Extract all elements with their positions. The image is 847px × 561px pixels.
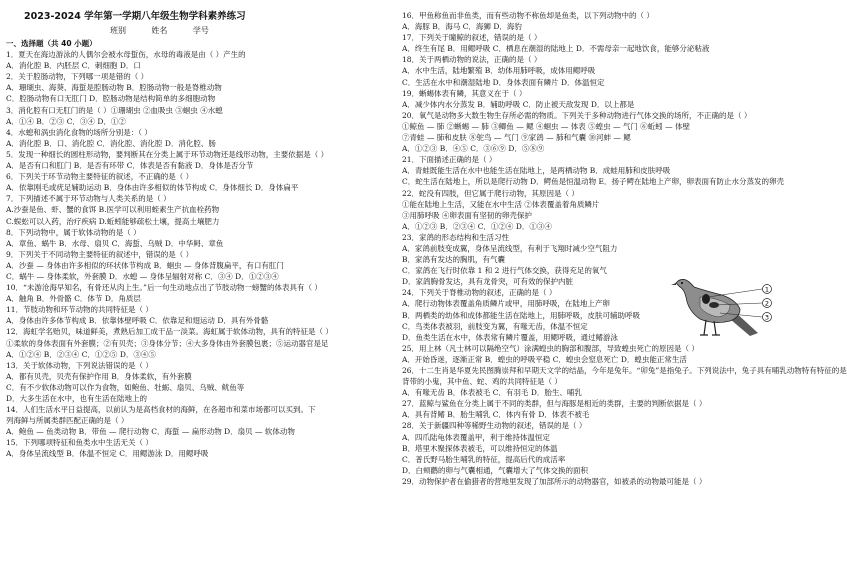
option-line: A．海豚 B．海马 C．海狮 D．海豹 — [402, 22, 522, 32]
section-heading: 一、选择题（共 40 小题） — [6, 39, 97, 48]
question-stem: 3．消化腔有口无肛门的是（ ）①珊瑚虫 ②血吸虫 ③蛔虫 ④水螅 — [6, 105, 223, 115]
question-stem: 16．甲鱼称鱼而非鱼类，而有些动物不称鱼却是鱼类，以下列动物中的（ ） — [402, 11, 654, 20]
option-line: A．身体呈流线型 B．体温不恒定 C．用鳃游泳 D．用鳃呼吸 — [6, 449, 209, 459]
question-stem: 24．下列关于脊椎动物的叙述，正确的是（ ） — [402, 288, 557, 298]
option-line: 背带的小鬼，其中鱼、蛇、鸡的共同特征是（ ） — [402, 377, 562, 387]
question-stem: 11．节肢动物和环节动物的共同特征是（ ） — [6, 305, 153, 315]
option-line: C．鸟类体表被羽，前肢变为翼，有喙无齿，体温不恒定 — [402, 321, 588, 331]
option-line: B．两栖类的幼体和成体都能生活在陆地上，用肺呼吸，皮肤可辅助呼吸 — [402, 310, 641, 320]
option-line: A．消化腔 B．内胚层 C．刺细胞 D．口 — [6, 61, 141, 71]
option-line: A．家鸽前肢变成翼，身体呈流线型，有利于飞翔时减少空气阻力 — [402, 243, 618, 253]
question-stem: 6．下列关于环节动物主要特征的叙述，不正确的是（ ） — [6, 172, 194, 182]
option-line: C．普氏野马胎生哺乳的特征，提高后代的成活率 — [402, 454, 566, 464]
option-line: A．四爪陆龟体表覆盖甲，利于维持体温恒定 — [402, 432, 550, 442]
left-question-list — [6, 38, 392, 460]
option-line: A．依靠刚毛或疣足辅助运动 B．身体由许多相似的体节构成 C．身体细长 D．身体扁平 — [6, 183, 299, 193]
option-line: A．①④ B．②③ C．③④ D．①② — [6, 116, 126, 126]
student-info-line: 班别 姓名 学号 — [110, 26, 209, 35]
option-line: ①能在陆地上生活，又能在水中生活 ②体表覆盖着角质鳞片 — [402, 199, 600, 209]
option-line: D．白颊鹳的卵与气囊相通，气囊增大了气体交换的面积 — [402, 465, 589, 475]
question-stem: 8．下列动物中，属于软体动物的是（ ） — [6, 227, 141, 237]
question-stem: 5．发现一种细长的圆柱形动物，要判断其在分类上属于环节动物还是线形动物，主要依据是（ ） — [6, 149, 329, 159]
option-line: C．蛇生活在陆地上，所以是爬行动物 D．鳄鱼是恒温动物 E．扬子鳄在陆地上产卵，卵表面有防止水分蒸发的卵壳 — [402, 177, 784, 187]
right-column — [402, 10, 847, 487]
option-line: A．有喙无齿 B．体表被毛 C．有羽毛 D．胎生、哺乳 — [402, 388, 582, 398]
bird-beak — [671, 283, 676, 285]
question-stem: 28．关于新疆四种等稀野生动物的叙述，错误的是（ ） — [402, 421, 587, 431]
option-line: A．是否有口和肛门 B．是否有环带 C．体表是否有黏液 D．身体是否分节 — [6, 161, 254, 171]
leader-line-1 — [708, 289, 762, 297]
question-stem: 14．人们生活水平日益提高，以前认为是高档食材的海鲜，在各超市和菜市场都可以买到。下 — [6, 405, 316, 415]
bird-organ-lung — [702, 294, 710, 304]
question-stem: 27．蓝鲸与鲨鱼在分类上属于不同的类群，但与海豚是相近的类群，主要的判断依据是（ ） — [402, 399, 707, 409]
option-line: D．大多生活在水中，也有生活在陆地上的 — [6, 394, 148, 403]
option-line: A．①②④ B．②③④ C．①②⑤ D．③④⑤ — [6, 349, 156, 359]
question-stem: 22．蛇没有四肢，但它属于爬行动物，其原因是（ ） — [402, 188, 579, 198]
right-question-list — [402, 10, 847, 487]
question-stem: 12．海虹学名贻贝，味道鲜美，煮熟后加工成干品一淡菜。海虹属于软体动物，具有的特征是（ ） — [6, 327, 333, 337]
option-line: A．消化腔 B．口、消化腔 C．消化腔、消化腔 D．消化腔、肠 — [6, 138, 216, 148]
option-line: A．鲍鱼 — 鱼类动物 B．带鱼 — 爬行动物 C．海蜇 — 扁形动物 D．扇贝 — 软体动物 — [6, 427, 295, 437]
question-stem: 4．水螅和涡虫消化食物的场所分别是：（ ） — [6, 127, 152, 137]
option-line: ①鲸鱼 — 肺 ②蜥蜴 — 肺 ③鲫鱼 — 鳃 ④蛔虫 — 体表 ⑤蝗虫 — 气门 ⑥蚯蚓 — 体壁 — [402, 121, 691, 131]
option-line: A．水中生活，陆地繁殖 B．幼体用肺呼吸，成体用鳃呼吸 — [402, 66, 596, 76]
question-stem: 1．夏天在海边游泳的人偶尔会被水母蜇伤，水母的毒液是由（ ）产生的 — [6, 50, 246, 60]
label-1: 1 — [764, 285, 770, 294]
option-line: A．①②③ B．②③④ C．①②④ D．①③④ — [402, 221, 552, 231]
option-line: A．身体由许多体节构成 B．依靠体壁呼吸 C．依靠足和翅运动 D．具有外骨骼 — [6, 316, 269, 326]
option-line: C．生活在水中和潮湿陆地 D．身体表面有鳞片 D．体温恒定 — [402, 77, 605, 87]
option-line: ①柔软的身体表面有外套膜；②有贝壳；③身体分节；④大多身体由外套膜包裹；⑤运动器官是足 — [6, 338, 329, 348]
exam-title: 2023-2024 学年第一学期八年级生物学科素养练习 — [24, 11, 246, 22]
question-stem: 18．关于两栖动物的说法，正确的是（ ） — [402, 55, 542, 65]
question-stem: 26．十二生肖是华夏先民图腾崇拜和早期天文学的结晶，今年是兔年。“卯兔”是指兔子。下列说法中，兔子具有哺乳动物特有特征的是 — [402, 366, 847, 375]
question-stem: 7．下列描述不属于环节动物与人类关系的是（ ） — [6, 194, 171, 204]
option-line: A．具有背鳍 B．胎生哺乳 C．体内有骨 D．体表不被毛 — [402, 410, 590, 420]
question-stem: 10．“未游沧海早知名，有骨还从肉上生。”后一句生动地点出了节肢动物一螃蟹的体表具有（ ） — [6, 283, 322, 293]
option-line: C．家鸽在飞行时依靠 1 和 2 进行气体交换，获得充足的氧气 — [402, 266, 607, 276]
option-line: ⑦青蛙 — 肺和皮肤 ⑧鸵鸟 — 气门 ⑨家鸽 — 肺和气囊 ⑩河蚌 — 鳃 — [402, 133, 631, 143]
option-line: A．减少体内水分蒸发 B．辅助呼吸 C．防止被天敌发现 D．以上都是 — [402, 99, 635, 109]
bird-eye — [681, 282, 683, 284]
option-line: C．蜗牛 — 身体柔软，外套膜 D．水螅 — 身体呈辐射对称 C．③④ D．①②③④ — [6, 271, 279, 281]
question-stem: 25．用上林（凡士林可以隔绝空气）涂满蝗虫的胸部和腹部，导致蝗虫死亡的原因是（ ） — [402, 343, 699, 353]
option-line: ③用肺呼吸 ④卵表面有坚韧的卵壳保护 — [402, 210, 532, 220]
option-line: A．珊瑚虫、海葵、海蜇是腔肠动物 B．腔肠动物一般是脊椎动物 — [6, 83, 222, 93]
option-line: B．家鸽有发达的胸肌，有气囊 — [402, 255, 506, 265]
question-stem: 13．关于软体动物，下列说法错误的是（ ） — [6, 360, 153, 370]
option-line: D．家鸽胸骨发达，具有龙骨突，可有效的保护内脏 — [402, 277, 574, 287]
option-line: A．沙蚕 — 身体由许多相似的环状体节构成 B．蛔虫 — 身体背腹扁平，有口有肛门 — [6, 260, 284, 270]
question-stem: 23．家鸽的形态结构和生活习性 — [402, 232, 510, 242]
option-line: C．有不少软体动物可以作为食物，如鲍鱼、牡蛎、扇贝、乌贼、鱿鱼等 — [6, 382, 245, 392]
option-line: A．章鱼、蜗牛 B．水母、扇贝 C．海蜇、乌贼 D．中华鲟、章鱼 — [6, 238, 224, 248]
question-stem: 17．下列关于瞳鲸的叙述，错误的是（ ） — [402, 33, 542, 43]
option-line: C．腔肠动物有口无肛门 D．腔肠动物是结构简单的多细胞动物 — [6, 94, 216, 104]
bird-figure — [670, 273, 788, 343]
question-stem: 29．动物保护者在偷猎者的营地里发现了加部所示的动物器官，如被杀的动物最可能是（ ） — [402, 476, 707, 486]
label-3: 3 — [764, 313, 770, 322]
option-line: A．①②③ B．④⑤ C．③⑥⑨ D．⑤⑧⑨ — [402, 144, 545, 154]
left-column — [6, 10, 392, 460]
question-stem: 9．下列关于不同动物主要特征的叙述中，错误的是（ ） — [6, 249, 194, 259]
option-line: D．鱼类生活在水中，体表常有鳞片覆盖，用鳃呼吸，通过鳍游泳 — [402, 332, 619, 342]
question-stem: 20．氧气是动物多大数生物生存所必需的物质。下列关于多种动物进行气体交换的场所，不正确的是（ ） — [402, 110, 752, 120]
option-line: A．青蛙既能生活在水中也能生活在陆地上，是两栖动物 B．成蛙用肺和皮肤呼吸 — [402, 166, 671, 176]
question-stem: 19．蜥蜴体表有鳞，其意义在于（ ） — [402, 88, 527, 98]
option-line: A.沙蚕是鱼、虾、蟹的食饵 B.医学可以利用蛭素生产抗血栓药物 — [6, 205, 220, 215]
option-line: 列海鲜与所属类群匹配正确的是（ ） — [6, 416, 129, 426]
option-line: A．开始昏迷，逐渐正常 B．蝗虫的呼吸平稳 C．蝗虫会窒息死亡 D．蝗虫能正常生活 — [402, 354, 687, 364]
option-line: A．终生有尾 B．用鳃呼吸 C．栖息在潮湿的陆地上 D．不需母亲一起地饮食，能够分泌粘液 — [402, 44, 710, 54]
option-line: A．都有贝壳，贝壳有保护作用 B．身体柔软，有外套膜 — [6, 371, 192, 381]
question-stem: 15．下列哪项特征和鱼类水中生活无关（ ） — [6, 438, 153, 448]
option-line: A．爬行动物体表覆盖角质鳞片或甲，用肺呼吸，在陆地上产卵 — [402, 299, 610, 309]
question-stem: 21．下面描述正确的是（ ） — [402, 155, 497, 165]
option-line: A．触角 B．外骨骼 C．体节 D．角质层 — [6, 294, 141, 304]
question-stem: 2．关于腔肠动物，下列哪一项是错的（ ） — [6, 72, 149, 82]
option-line: B．塔里木聚探体表被毛，可以维持恒定的体温 — [402, 443, 558, 453]
label-2: 2 — [764, 299, 770, 308]
option-line: C.蜈蚣可以入药，治疗疾病 D.蚯蚓能够疏松土壤，提高土壤肥力 — [6, 216, 220, 226]
